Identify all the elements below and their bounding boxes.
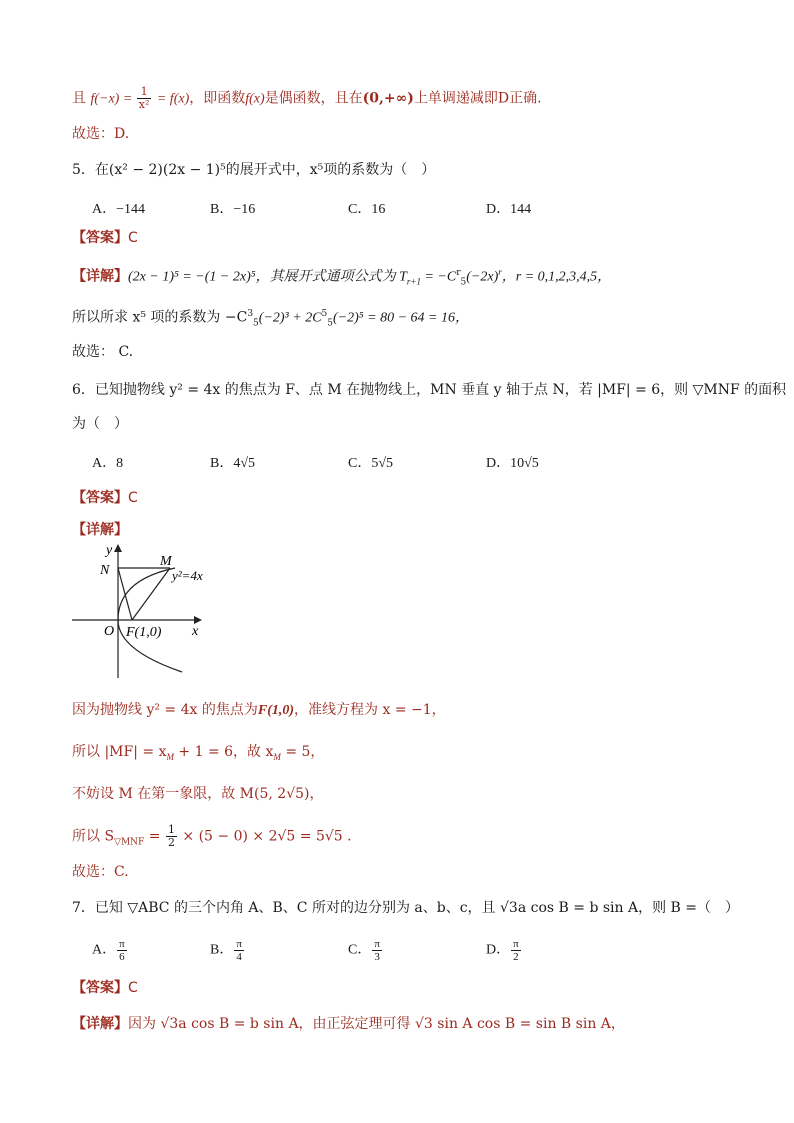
frac-num: π	[374, 938, 380, 950]
detail-tag: 【详解】	[72, 522, 128, 538]
q5-detail-line1	[72, 262, 611, 292]
frac-den: x²	[138, 98, 150, 111]
math: (−2)³ + 2C	[258, 310, 322, 326]
option-letter: A．	[92, 942, 117, 958]
frac-den: 4	[236, 951, 242, 963]
fraction	[372, 938, 382, 963]
label-curve: y²=4x	[172, 568, 203, 583]
fraction	[117, 938, 127, 963]
q5-select: 故选： C.	[72, 344, 134, 360]
sub: M	[273, 751, 281, 762]
answer-value: C	[128, 490, 138, 506]
sup: r	[456, 268, 461, 278]
q6-stem-line2: 为（ ）	[72, 416, 128, 432]
math: (2x − 1)⁵ = −(1 − 2x)⁵，其展开式通项公式为 T	[128, 269, 407, 285]
q6-option-b: B．4√5	[210, 456, 256, 471]
label-f: F(1,0)	[126, 625, 162, 640]
detail-tag: 【详解】	[72, 1016, 128, 1032]
text: × (5 − 0) × 2√5 = 5√5 .	[177, 828, 352, 845]
q5-option-d: D．144	[486, 202, 532, 217]
text: + 1 = 6，故 x	[173, 744, 274, 760]
frac-num: 1	[137, 86, 152, 99]
q6-stem-line1: 6．已知抛物线 y² = 4x 的焦点为 F、点 M 在抛物线上，MN 垂直 y 轴于点 N，若 |MF| = 6，则 ▽MNF 的面积	[72, 382, 787, 398]
q6-detail-1	[72, 700, 446, 721]
detail-text: 因为 √3a cos B = b sin A，由正弦定理可得 √3 sin A cos B = sin B sin A，	[128, 1016, 625, 1032]
sub: 5	[327, 318, 334, 329]
focus: F(1,0)	[257, 703, 295, 718]
option-letter: C．	[348, 942, 372, 958]
text: ，即函数	[189, 90, 246, 107]
frac-den: 2	[167, 836, 175, 849]
frac-den: 3	[374, 951, 380, 963]
q7-option-b	[210, 938, 245, 963]
label-y: y	[106, 543, 113, 558]
fraction	[166, 824, 177, 849]
text: 上单调递减即D正确.	[413, 90, 542, 107]
sub: ▽MNF	[114, 837, 145, 848]
q5-answer	[72, 228, 138, 248]
label-n: N	[100, 563, 110, 578]
q7-answer	[72, 978, 138, 998]
q6-detail-tag	[72, 520, 128, 540]
text: =	[144, 828, 165, 845]
math: = f(x)	[156, 91, 190, 107]
label-o: O	[104, 624, 115, 639]
text: ，准线方程为 x = −1，	[294, 702, 446, 718]
math: f(−x) =	[90, 91, 136, 107]
frac-den: 2	[513, 951, 519, 963]
text: 所以 |MF| = x	[72, 744, 167, 760]
answer-tag: 【答案】	[72, 230, 128, 246]
frac-num: 1	[167, 823, 175, 836]
option-letter: B．	[210, 942, 234, 958]
text: 是偶函数，且在	[264, 90, 363, 107]
detail-tag: 【详解】	[72, 268, 128, 285]
fraction	[137, 86, 152, 111]
q5-option-c: C．16	[348, 202, 386, 217]
q7-option-a	[92, 938, 128, 963]
text: 且	[72, 90, 86, 107]
math: ，r = 0,1,2,3,4,5，	[501, 269, 612, 285]
answer-value: C	[128, 980, 138, 996]
frac-num: π	[119, 938, 125, 950]
frac-num: π	[513, 938, 519, 950]
sup: 5	[321, 309, 328, 319]
segment-nf	[118, 568, 132, 620]
line-even-function	[72, 86, 542, 111]
text: 所以所求 x⁵ 项的系数为 −C	[72, 309, 248, 326]
interval: (0,+∞)	[362, 90, 414, 107]
q6-detail-3: 不妨设 M 在第一象限，故 M(5, 2√5)，	[72, 786, 324, 802]
sub: r+1	[406, 276, 421, 287]
sub: 5	[460, 277, 467, 288]
q5-stem: 5．在(x² − 2)(2x − 1)⁵的展开式中，x⁵项的系数为（ ）	[72, 162, 436, 178]
answer-tag: 【答案】	[72, 490, 128, 506]
math: (−2x)	[466, 269, 499, 285]
parabola-graph	[70, 540, 220, 680]
q6-option-c: C．5√5	[348, 456, 394, 471]
q7-detail	[72, 1014, 625, 1034]
sub: 5	[253, 318, 259, 329]
fraction	[234, 938, 244, 963]
q6-detail-2	[72, 742, 324, 767]
sub: M	[166, 751, 174, 762]
select-d: 故选：D.	[72, 126, 130, 142]
answer-tag: 【答案】	[72, 980, 128, 996]
q5-detail-line2	[72, 304, 469, 333]
frac-den: 6	[119, 951, 125, 963]
fraction	[511, 938, 521, 963]
answer-value: C	[128, 230, 138, 246]
q6-option-d: D．10√5	[486, 456, 539, 471]
math: = −C	[420, 269, 457, 285]
math: f(x)	[245, 91, 265, 107]
x-axis-arrow	[194, 616, 202, 624]
label-m: M	[160, 554, 172, 569]
math: (−2)⁵ = 80 − 64 = 16，	[333, 310, 469, 326]
frac-num: π	[236, 938, 242, 950]
q6-answer	[72, 488, 138, 508]
q6-option-a: A．8	[92, 456, 124, 471]
text: 所以 S	[72, 828, 115, 845]
sup: 3	[247, 309, 254, 319]
text: 因为抛物线 y² = 4x 的焦点为	[72, 702, 258, 718]
label-x: x	[192, 624, 199, 639]
text: = 5，	[280, 744, 325, 760]
y-axis-arrow	[114, 544, 122, 552]
option-letter: D．	[486, 942, 511, 958]
q6-detail-4	[72, 824, 352, 852]
q5-option-a: A．−144	[92, 202, 146, 217]
q6-select: 故选：C.	[72, 864, 129, 880]
q7-stem: 7．已知 ▽ABC 的三个内角 A、B、C 所对的边分别为 a、b、c，且 √3a cos B = b sin A，则 B =（ ）	[72, 900, 740, 916]
q7-option-d	[486, 938, 522, 963]
q5-option-b: B．−16	[210, 202, 256, 217]
sup: r	[498, 267, 502, 277]
q7-option-c	[348, 938, 383, 963]
